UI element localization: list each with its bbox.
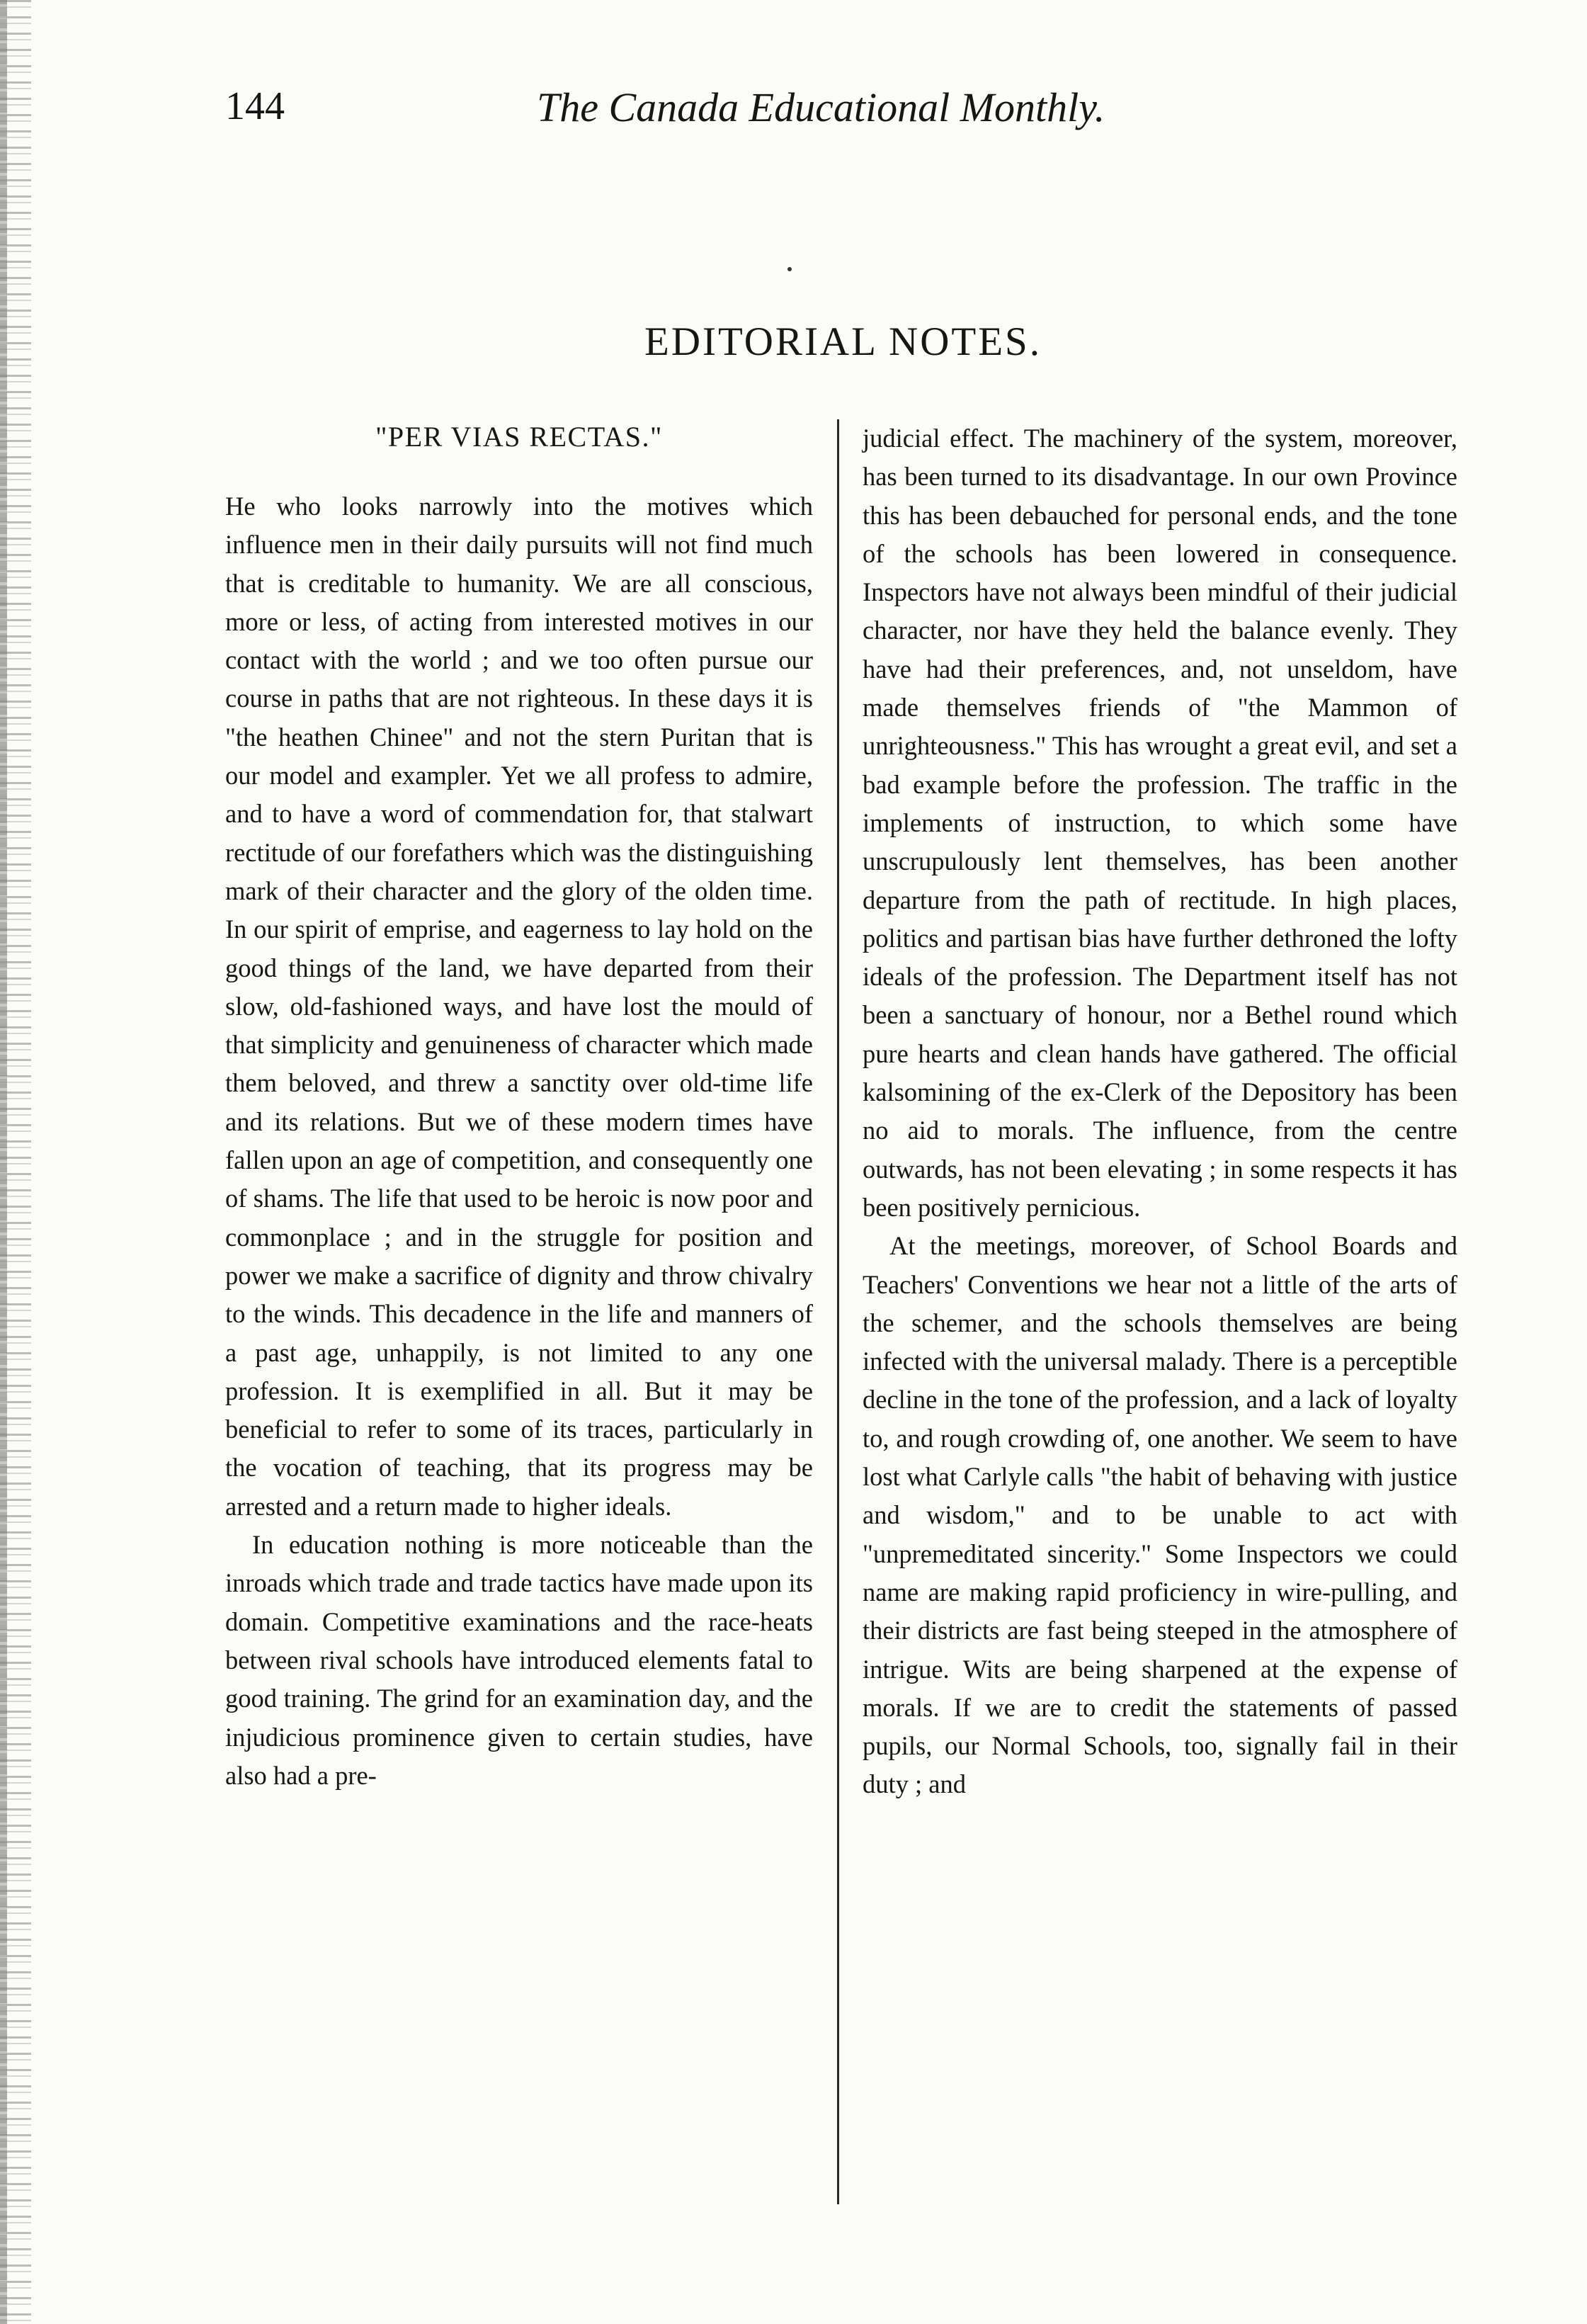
page-number: 144 — [225, 84, 285, 128]
article-title: "PER VIAS RECTAS." — [375, 421, 663, 453]
column-divider — [837, 419, 839, 2204]
paragraph: In education nothing is more noticeable than the inroads which trade and trade tactics have made upon its domain. Competitive examinations and the race-heats between rival schools have introduced elements fatal to good training. The grind for an examination day, and the injudicious prominence given to certain studies, have also had a pre- — [225, 1530, 813, 1790]
journal-title: The Canada Educational Monthly. — [537, 84, 1105, 130]
paragraph: judicial effect. The machinery of the system, moreover, has been turned to its disadvantage. In our own Province this has been debauched for personal ends, and the tone of the schools has been lowered in consequence. Inspectors have not always been mindful of their judicial character, nor have they held the balance evenly. They have had their preferences, and, not unseldom, have made themselves friends of "the Mammon of unrighteousness." This has wrought a great evil, and set a bad example before the profession. The traffic in the implements of instruction, to which some have unscrupulously lent themselves, has been another departure from the path of rectitude. In high places, politics and partisan bias have further dethroned the lofty ideals of the profession. The Department itself has not been a sanctuary of honour, nor a Bethel round which pure hearts and clean hands have gathered. The official kalsomining of the ex-Clerk of the Depository has been no aid to morals. The influence, from the centre outwards, has not been elevating ; in some respects it has been positively pernicious. — [863, 424, 1457, 1222]
page-header — [225, 84, 1238, 140]
paragraph: He who looks narrowly into the motives which influence men in their daily pursuits will not find much that is creditable to humanity. We are all conscious, more or less, of acting from interested motives in our contact with the world ; and we too often pursue our course in paths that are not righteous. In these days it is "the heathen Chinee" and not the stern Puritan that is our model and exampler. Yet we all profess to admire, and to have a word of commendation for, that stalwart rectitude of our forefathers which was the distinguishing mark of their character and the glory of the olden time. In our spirit of emprise, and eagerness to lay hold on the good things of the land, we have departed from their slow, old-fashioned ways, and have lost the mould of that simplicity and genuineness of character which made them beloved, and threw a sanctity over old-time life and its relations. But we of these modern times have fallen upon an age of competition, and consequently one of shams. The life that used to be heroic is now poor and commonplace ; and in the struggle for position and power we make a sacrifice of dignity and throw chivalry to the winds. This decadence in the life and manners of a past age, unhappily, is not limited to any one profession. It is exemplified in all. But it may be beneficial to refer to some of its traces, particularly in the vocation of teaching, that its progress may be arrested and a return made to higher ideals. — [225, 492, 813, 1521]
ornament-dot — [787, 267, 792, 271]
right-column — [863, 419, 1457, 1804]
section-title: EDITORIAL NOTES. — [644, 319, 1042, 364]
paragraph: At the meetings, moreover, of School Boards and Teachers' Conventions we hear not a little of the arts of the schemer, and the schools themselves are being infected with the universal malady. There is a perceptible decline in the tone of the profession, and a lack of loyalty to, and rough crowding of, one another. We seem to have lost what Carlyle calls "the habit of behaving with justice and wisdom," and to be unable to act with "unpremeditated sincerity." Some Inspectors we could name are making rapid proficiency in wire-pulling, and their districts are fast being steeped in the atmosphere of intrigue. Wits are being sharpened at the expense of morals. If we are to credit the statements of passed pupils, our Normal Schools, too, signally fail in their duty ; and — [863, 1231, 1457, 1799]
left-column — [225, 418, 813, 1795]
